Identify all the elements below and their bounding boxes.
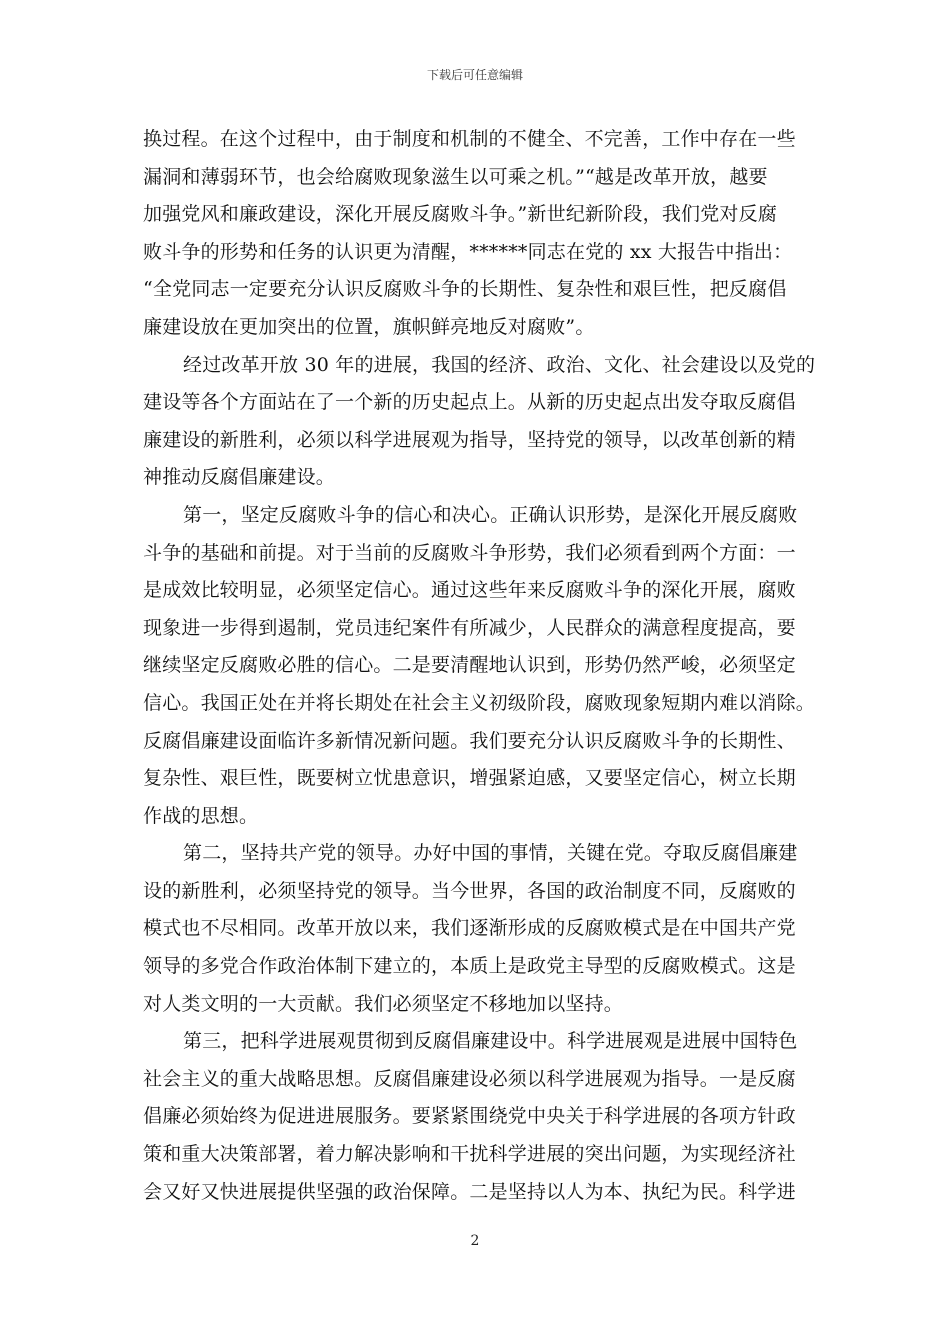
text-line: 换过程。在这个过程中，由于制度和机制的不健全、不完善，工作中存在一些 [143,128,796,150]
text-line: 廉建设的新胜利，必须以科学进展观为指导，坚持党的领导，以改革创新的精 [143,428,796,451]
text-line: 斗争的基础和前提。对于当前的反腐败斗争形势，我们必须看到两个方面：一 [143,541,796,564]
text-line: 建设等各个方面站在了一个新的历史起点上。从新的历史起点出发夺取反腐倡 [143,391,796,414]
paragraph [143,1023,819,1211]
text-line: 现象进一步得到遏制，党员违纪案件有所减少，人民群众的满意程度提高，要 [143,616,796,639]
page-number: 2 [470,1233,480,1249]
text-line: 加强党风和廉政建设，深化开展反腐败斗争。”新世纪新阶段，我们党对反腐 [143,203,778,226]
text-line: 漏洞和薄弱环节，也会给腐败现象滋生以可乘之机。”“越是改革开放，越要 [143,165,768,188]
text-line: 继续坚定反腐败必胜的信心。二是要清醒地认识到，形势仍然严峻，必须坚定 [143,654,796,677]
text-line: 会又好又快进展提供坚强的政治保障。二是坚持以人为本、执纪为民。科学进 [143,1180,796,1203]
text-line: 作战的思想。 [143,804,259,827]
text-line: 神推动反腐倡廉建设。 [143,466,336,489]
text-line: 策和重大决策部署，着力解决影响和干扰科学进展的突出问题，为实现经济社 [143,1143,796,1166]
text-line: “全党同志一定要充分认识反腐败斗争的长期性、复杂性和艰巨性，把反腐倡 [143,278,787,301]
text-line: 第三，把科学进展观贯彻到反腐倡廉建设中。科学进展观是进展中国特色 [183,1030,798,1053]
text-line: 设的新胜利，必须坚持党的领导。当今世界，各国的政治制度不同，反腐败的 [143,879,796,902]
text-line: 信心。我国正处在并将长期处在社会主义初级阶段，腐败现象短期内难以消除。 [143,691,816,714]
text-line: 经过改革开放 30 年的进展，我国的经济、政治、文化、社会建设以及党的 [183,353,816,376]
text-line: 第一，坚定反腐败斗争的信心和决心。正确认识形势，是深化开展反腐败 [183,503,798,526]
text-line: 败斗争的形势和任务的认识更为清醒，******同志在党的 xx 大报告中指出： [143,240,793,263]
text-line: 复杂性、艰巨性，既要树立忧患意识，增强紧迫感，又要坚定信心，树立长期 [143,767,796,790]
text-line: 社会主义的重大战略思想。反腐倡廉建设必须以科学进展观为指导。一是反腐 [143,1067,796,1090]
text-line: 第二，坚持共产党的领导。办好中国的事情，关键在党。夺取反腐倡廉建 [183,842,798,865]
paragraph [143,497,819,835]
text-line: 领导的多党合作政治体制下建立的，本质上是政党主导型的反腐败模式。这是 [143,955,796,978]
text-line: 对人类文明的一大贡献。我们必须坚定不移地加以坚持。 [143,992,624,1015]
document-body [143,121,819,1211]
paragraph [143,835,819,1023]
text-line: 模式也不尽相同。改革开放以来，我们逐渐形成的反腐败模式是在中国共产党 [143,917,796,940]
text-line: 反腐倡廉建设面临许多新情况新问题。我们要充分认识反腐败斗争的长期性、 [143,729,796,752]
paragraph [143,347,819,497]
text-line: 倡廉必须始终为促进进展服务。要紧紧围绕党中央关于科学进展的各项方针政 [143,1105,796,1128]
text-line: 廉建设放在更加突出的位置，旗帜鲜亮地反对腐败”。 [143,315,595,338]
page-header: 下载后可任意编辑 [426,68,523,82]
paragraph [143,121,819,347]
text-line: 是成效比较明显，必须坚定信心。通过这些年来反腐败斗争的深化开展，腐败 [143,579,796,602]
